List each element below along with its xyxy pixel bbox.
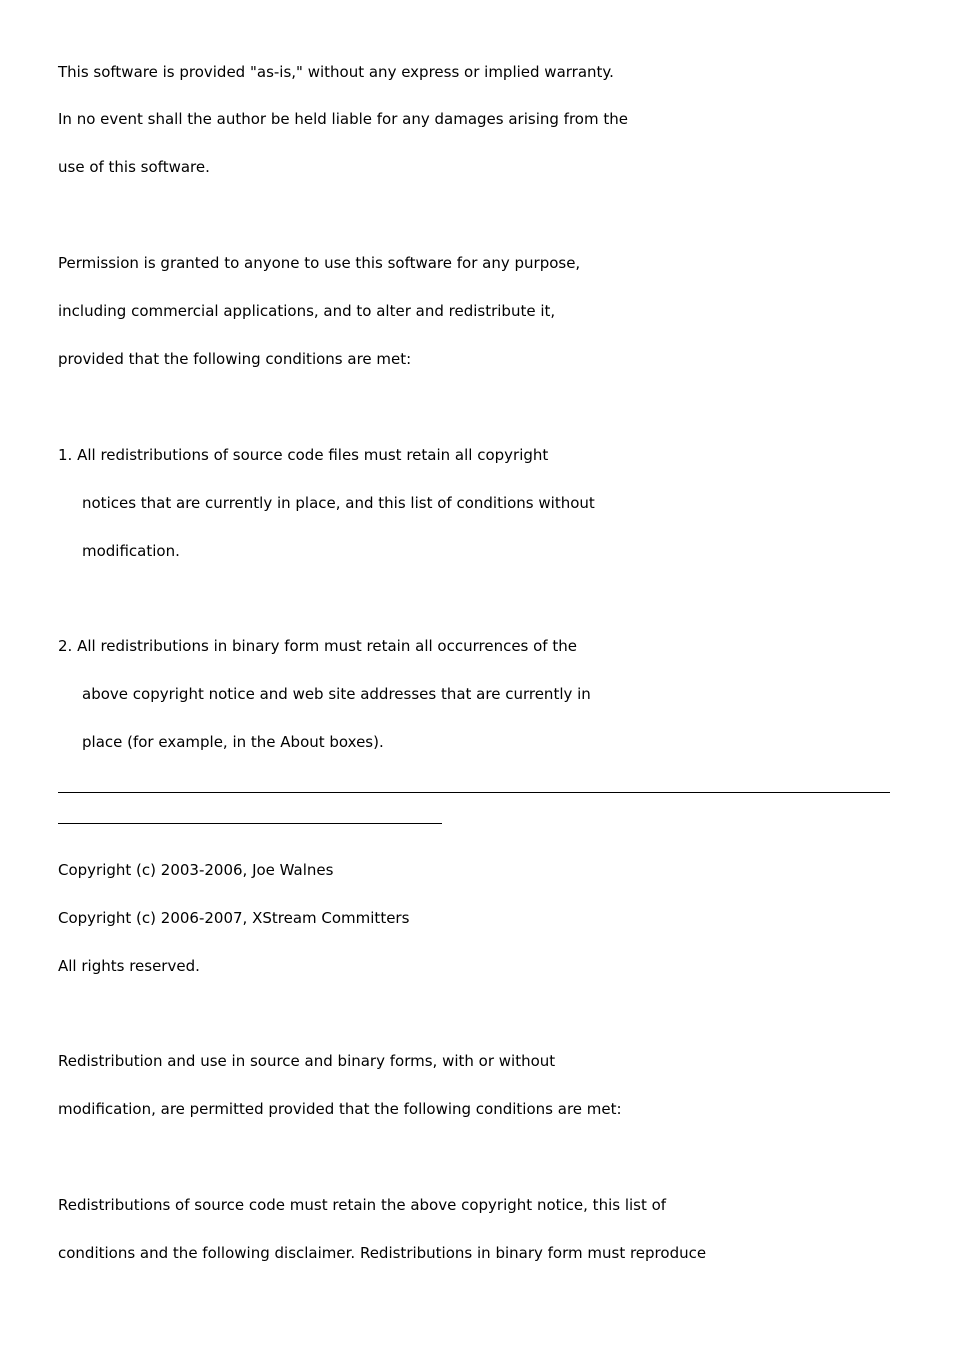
redistribution-line-1: Redistribution and use in source and binary forms, with or without bbox=[58, 1052, 556, 1070]
condition-1-line-1: 1. All redistributions of source code files must retain all copyright bbox=[58, 446, 549, 464]
condition-1-line-3: modification. bbox=[82, 542, 180, 560]
disclaimer-line-1: This software is provided "as-is," without any express or implied warranty. bbox=[58, 63, 614, 81]
condition-1-line-2: notices that are currently in place, and this list of conditions without bbox=[82, 494, 595, 512]
xstream-copyright-1: Copyright (c) 2003-2006, Joe Walnes bbox=[58, 861, 334, 879]
section-divider-long bbox=[58, 792, 890, 793]
permission-line-3: provided that the following conditions are met: bbox=[58, 350, 412, 368]
disclaimer-line-3: use of this software. bbox=[58, 158, 210, 176]
condition-2-line-3: place (for example, in the About boxes). bbox=[82, 733, 384, 751]
permission-line-1: Permission is granted to anyone to use this software for any purpose, bbox=[58, 254, 581, 272]
redistribution-line-2: modification, are permitted provided that the following conditions are met: bbox=[58, 1100, 622, 1118]
permission-line-2: including commercial applications, and to alter and redistribute it, bbox=[58, 302, 556, 320]
disclaimer-line-2: In no event shall the author be held liable for any damages arising from the bbox=[58, 110, 628, 128]
xstream-rights-reserved: All rights reserved. bbox=[58, 957, 200, 975]
source-condition-line-2: conditions and the following disclaimer. Redistributions in binary form must reproduce bbox=[58, 1244, 707, 1262]
condition-2-line-1: 2. All redistributions in binary form must retain all occurrences of the bbox=[58, 637, 577, 655]
xstream-copyright-2: Copyright (c) 2006-2007, XStream Committers bbox=[58, 909, 410, 927]
condition-2-line-2: above copyright notice and web site addresses that are currently in bbox=[82, 685, 591, 703]
section-divider-short bbox=[58, 823, 442, 824]
source-condition-line-1: Redistributions of source code must retain the above copyright notice, this list of bbox=[58, 1196, 667, 1214]
